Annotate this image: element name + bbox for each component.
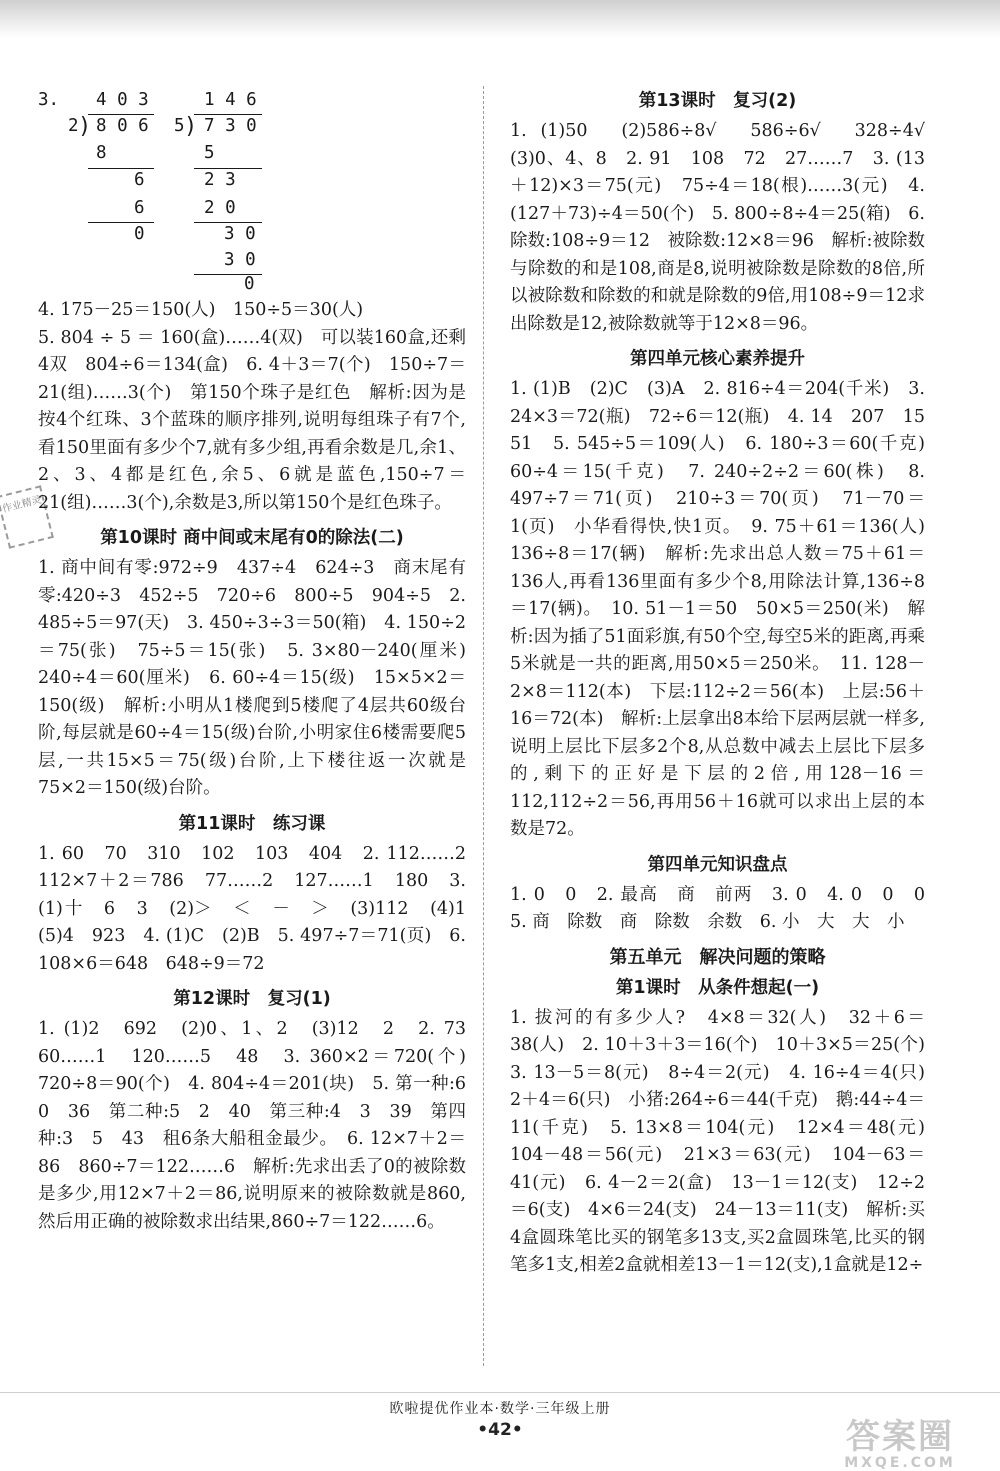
div2-step: 3 0 — [224, 224, 256, 244]
div1-quotient: 4 0 3 — [96, 90, 149, 110]
div1-step: 6 — [134, 198, 145, 218]
div2-step: 2 3 — [204, 170, 236, 190]
div1-bracket: ) — [78, 114, 92, 139]
div2-quotient: 1 4 6 — [204, 90, 257, 110]
answer-paragraph: 1. 0 0 2. 最高 商 前两 3. 0 4. 0 0 0 5. 商 除数 商 除数 余数 6. 小 大 大 小 — [510, 884, 943, 932]
scan-top-band — [0, 0, 1000, 38]
div2-step: 0 — [244, 274, 255, 294]
div2-bracket: ) — [184, 114, 198, 139]
stamp-mark: 作业精灵 — [0, 485, 54, 549]
div2-divisor: 5 — [174, 116, 185, 136]
page-number: •42• — [477, 1420, 523, 1440]
answer-paragraph: 1. 商中间有零:972÷9 437÷4 624÷3 商末尾有零:420÷3 452÷5 720÷6 800÷5 904÷5 2. 485÷5＝97(天) 3. 450÷3÷3＝50(箱) 4. 150÷2＝75(张) 75÷5＝15(张) 5. 3×80－240(厘米) 240÷4＝60(厘米) 6. 60÷4＝15(级) 15×5×2＝150(级) 解析:小明从1楼爬到5楼爬了4层共60级台阶,每层就是60÷4＝15(级)台阶,小明家住6楼需要爬5层,一共15×5＝75(级)台阶,上下楼往返一次就是 75×2＝150(级)台阶。 — [38, 558, 484, 798]
left-column — [38, 88, 484, 1236]
div1-dividend: 8 0 6 — [96, 116, 149, 136]
answer-paragraph: 5. 804 ÷ 5 ＝ 160(盒)……4(双) 可以装160盒,还剩4双 804÷6＝134(盒) 6. 4＋3＝7(个) 150÷7＝21(组)……3(个) 第150个珠子是红色 解析:因为是按4个红珠、3个蓝珠的顺序排列,说明每组珠子有7个,看150里面有多少个7,就有多少组,再看余数是几,余1、2、3、4都是红色,余5、6就是蓝色,150÷7＝21(组)……3(个),余数是3,所以第150个是红色珠子。 — [38, 327, 466, 513]
answer-paragraph: 1. 拔河的有多少人? 4×8＝32(人) 32＋6＝38(人) 2. 10＋3＋3＝16(个) 10＋3×5＝25(个) 3. 13－5＝8(元) 8÷4＝2(元) 4. 16÷4＝4(只) 2＋4＝6(只) 小猪:264÷6＝44(千克) 鹅:44÷4＝11(千克) 5. 13×8＝104(元) 12×4＝48(元) 104－48＝56(元) 21×3＝63(元) 104－63＝41(元) 6. 4－2＝2(盒) 13－1＝12(支) 12÷2＝6(支) 4×6＝24(支) 24－13＝11(支) 解析:买4盒圆珠笔比买的钢笔多13支,买2盒圆珠笔,比买的钢笔多1支,相差2盒就相差13－1＝12(支),1盒就是12÷ — [510, 1007, 943, 1275]
long-division-block — [38, 88, 466, 293]
div2-dividend: 7 3 0 — [204, 116, 257, 136]
watermark-main: 答案圈 — [846, 1417, 954, 1457]
section-heading: 第12课时 复习(1) — [173, 989, 331, 1009]
watermark-logo — [805, 1418, 995, 1470]
book-title: 欧啦提优作业本·数学·三年级上册 — [389, 1401, 611, 1417]
footer-rule — [0, 1392, 1000, 1393]
div1-divisor: 2 — [68, 116, 79, 136]
answer-paragraph: 1. 60 70 310 102 103 404 2. 112……2 112×7＋2＝786 77……2 127……1 180 3. (1)十 6 3 (2)＞ ＜ － ＞ (3)112 (4)1 (5)4 923 4. (1)C (2)B 5. 497÷7＝71(页) 6. 108×6＝648 648÷9＝72 — [38, 843, 484, 974]
div1-step: 0 — [134, 224, 145, 244]
column-divider — [483, 86, 484, 1366]
div2-step: 3 0 — [224, 250, 256, 270]
div2-step: 5 — [204, 143, 215, 163]
answer-paragraph: 1. (1)50 (2)586÷8√ 586÷6√ 328÷4√ (3)0、4、8 2. 91 108 72 27……7 3. (13＋12)×3＝75(元) 75÷4＝18(根)……3(元) 4. (127＋73)÷4＝50(个) 5. 800÷8÷4＝25(箱) 6. 除数:108÷9＝12 被除数:12×8＝96 解析:被除数与除数的和是108,商是8,说明被除数是除数的8倍,所以被除数和除数的和就是除数的9倍,用108÷9＝12求出除数是12,被除数就等于12×8＝96。 — [510, 121, 943, 334]
right-column — [510, 88, 943, 1280]
watermark-sub: MXQE.COM — [844, 1455, 956, 1471]
div1-step: 6 — [134, 170, 145, 190]
div2-step: 2 0 — [204, 198, 236, 218]
question-number: 3. — [38, 90, 60, 110]
answer-paragraph: 1. (1)B (2)C (3)A 2. 816÷4＝204(千米) 3. 24×3＝72(瓶) 72÷6＝12(瓶) 4. 14 207 15 51 5. 545÷5＝109(人) 6. 180÷3＝60(千克) 60÷4＝15(千克) 7. 240÷2÷2＝60(株) 8. 497÷7＝71(页) 210÷3＝70(页) 71－70＝1(页) 小华看得快,快1页。 9. 75＋61＝136(人) 136÷8＝17(辆) 解析:先求出总人数＝75＋61＝136人,再看136里面有多少个8,用除法计算,136÷8＝17(辆)。 10. 51－1＝50 50×5＝250(米) 解析:因为插了51面彩旗,有50个空,每空5米的距离,再乘5米就是一共的距离,用50×5＝250米。 11. 128－2×8＝112(本) 下层:112÷2＝56(本) 上层:56＋16＝72(本) 解析:上层拿出8本给下层两层就一样多,说明上层比下层多2个8,从总数中减去上层比下层多的,剩下的正好是下层的2倍,用128－16＝112,112÷2＝56,再用56＋16就可以求出上层的本数是72。 — [510, 379, 943, 839]
section-heading: 第10课时 商中间或末尾有0的除法(二) — [100, 528, 404, 548]
section-heading: 第四单元知识盘点 — [647, 854, 788, 875]
answer-paragraph: 1. (1)2 692 (2)0、1、2 (3)12 2 2. 73 60……1 120……5 48 3. 360×2＝720(个) 720÷8＝90(个) 4. 804÷4＝201(块) 5. 第一种:6 0 36 第二种:5 2 40 第三种:4 3 39 第四种:3 5 43 租6条大船租金最少。 6. 12×7＋2＝86 860÷7＝122……6 解析:先求出丢了0的被除数是多少,用12×7＋2＝86,说明原来的被除数就是860,然后用正确的被除数求出结果,860÷7＝122……6。 — [38, 1019, 484, 1232]
section-heading: 第11课时 练习课 — [178, 813, 326, 834]
section-heading: 第四单元核心素养提升 — [630, 349, 805, 369]
unit-heading: 第五单元 解决问题的策略 — [609, 946, 826, 968]
section-heading: 第13课时 复习(2) — [638, 91, 797, 111]
section-heading: 第1课时 从条件想起(一) — [615, 977, 820, 998]
div1-step: 8 — [96, 143, 107, 163]
answer-paragraph: 4. 175－25＝150(人) 150÷5＝30(人) — [38, 300, 364, 320]
